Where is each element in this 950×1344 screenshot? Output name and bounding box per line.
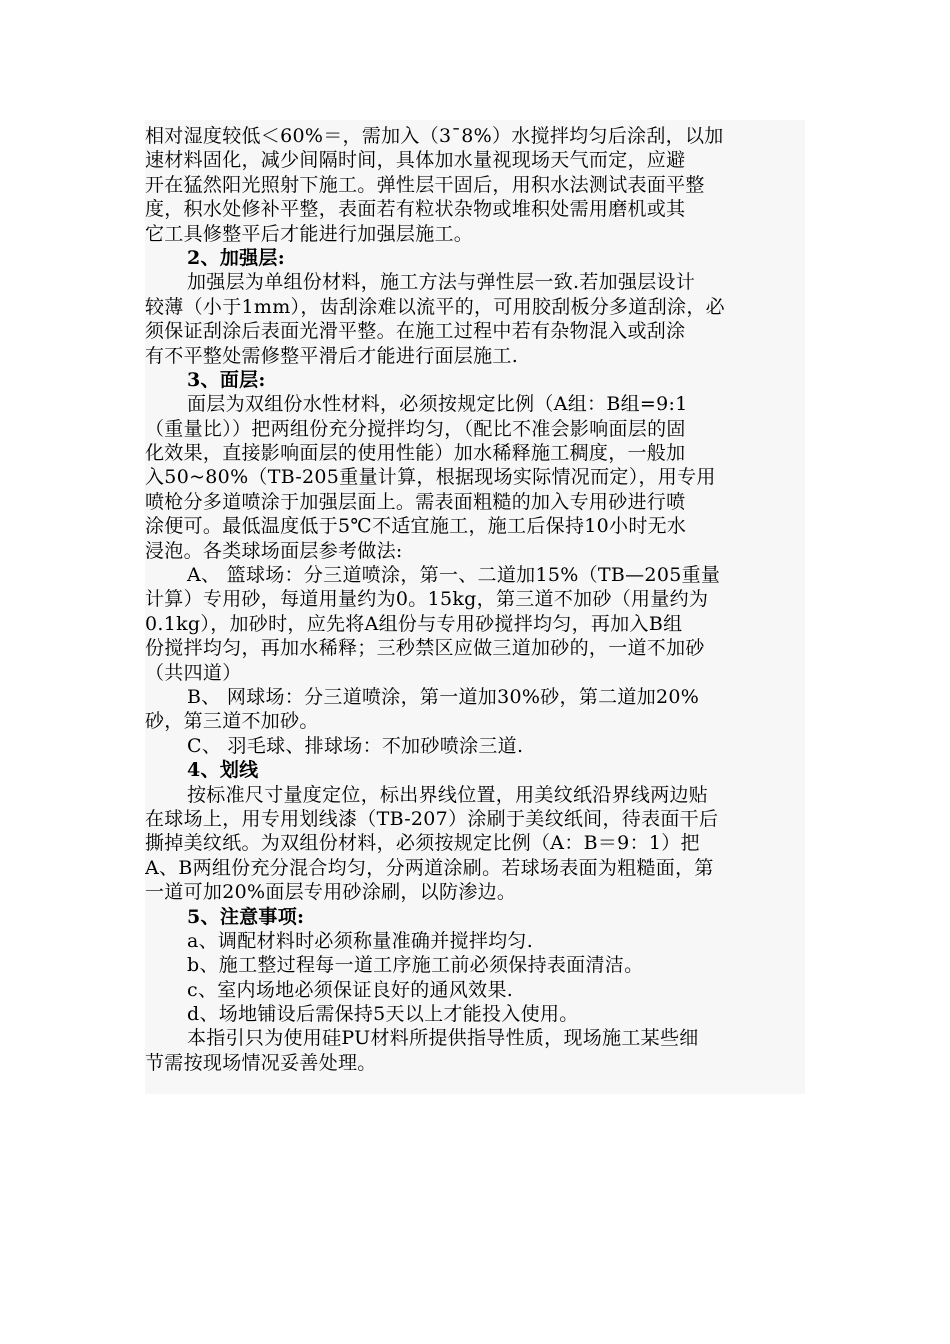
section-heading: 2、加强层: [187, 246, 286, 269]
paragraph-line: 喷枪分多道喷涂于加强层面上。需表面粗糙的加入专用砂进行喷 [145, 490, 686, 513]
section-heading: 5、注意事项: [187, 905, 305, 928]
paragraph-line: c、室内场地必须保证良好的通风效果. [187, 978, 514, 1001]
paragraph-line: 计算）专用砂，每道用量约为0。15kg，第三道不加砂（用量约为 [145, 588, 709, 611]
paragraph-line: 开在猛然阳光照射下施工。弹性层干固后，用积水法测试表面平整 [145, 173, 705, 196]
paragraph-line: 0.1kg），加砂时，应先将A组份与专用砂搅拌均匀，再加入B组 [145, 612, 683, 635]
paragraph-line: 份搅拌均匀，再加水稀释；三秒禁区应做三道加砂的，一道不加砂 [145, 637, 705, 660]
paragraph-line: （重量比））把两组份充分搅拌均匀，（配比不准会影响面层的固 [145, 417, 686, 440]
section-heading: 3、面层: [187, 368, 266, 391]
paragraph-line: 较薄（小于1mm），齿刮涂难以流平的，可用胶刮板分多道刮涂，必 [145, 295, 725, 318]
paragraph-line: 面层为双组份水性材料，必须按规定比例（A组：B组=9:1 [187, 393, 688, 416]
paragraph-line: 在球场上，用专用划线漆（TB-207）涂刷于美纹纸间，待表面干后 [145, 807, 719, 830]
paragraph-line: （共四道） [145, 661, 242, 684]
document-text-block [145, 120, 805, 1094]
paragraph-line: A、B两组份充分混合均匀，分两道涂刷。若球场表面为粗糙面，第 [145, 856, 714, 879]
paragraph-line: B、 网球场：分三道喷涂，第一道加30%砂，第二道加20% [187, 685, 700, 708]
paragraph-line: 浸泡。各类球场面层参考做法: [145, 539, 403, 562]
paragraph-line: 一道可加20%面层专用砂涂刷，以防渗边。 [145, 881, 517, 904]
paragraph-line: 相对湿度较低＜60%＝，需加入（3¯8%）水搅拌均匀后涂刮，以加 [145, 125, 724, 147]
paragraph-line: 加强层为单组份材料，施工方法与弹性层一致.若加强层设计 [187, 271, 696, 294]
paragraph-line: b、施工整过程每一道工序施工前必须保持表面清洁。 [187, 954, 644, 977]
paragraph-line: d、场地铺设后需保持5天以上才能投入使用。 [187, 1003, 579, 1026]
paragraph-line: 有不平整处需修整平滑后才能进行面层施工. [145, 344, 519, 367]
paragraph-line: C、 羽毛球、排球场：不加砂喷涂三道. [187, 734, 524, 757]
paragraph-line: 本指引只为使用硅PU材料所提供指导性质，现场施工某些细 [187, 1027, 699, 1050]
paragraph-line: 按标准尺寸量度定位，标出界线位置，用美纹纸沿界线两边贴 [187, 783, 709, 806]
paragraph-line: 涂便可。最低温度低于5℃不适宜施工，施工后保持10小时无水 [145, 515, 687, 538]
paragraph-line: 撕掉美纹纸。为双组份材料，必须按规定比例（A：B＝9：1）把 [145, 832, 700, 855]
paragraph-line: 节需按现场情况妥善处理。 [145, 1051, 377, 1074]
paragraph-line: 化效果，直接影响面层的使用性能）加水稀释施工稠度，一般加 [145, 442, 686, 465]
section-heading: 4、划线 [187, 759, 259, 782]
paragraph-line: 须保证刮涂后表面光滑平整。在施工过程中若有杂物混入或刮涂 [145, 320, 686, 343]
paragraph-line: 入50~80%（TB-205重量计算，根据现场实际情况而定），用专用 [145, 466, 716, 489]
paragraph-line: 速材料固化，减少间隔时间，具体加水量视现场天气而定，应避 [145, 149, 686, 172]
paragraph-line: 它工具修整平后才能进行加强层施工。 [145, 222, 474, 245]
paragraph-line: 度，积水处修补平整，表面若有粒状杂物或堆积处需用磨机或其 [145, 198, 686, 221]
paragraph-line: A、 篮球场：分三道喷涂，第一、二道加15%（TB—205重量 [187, 564, 721, 587]
paragraph-line: a、调配材料时必须称量准确并搅拌均匀. [187, 929, 534, 952]
paragraph-line: 砂，第三道不加砂。 [145, 710, 319, 733]
